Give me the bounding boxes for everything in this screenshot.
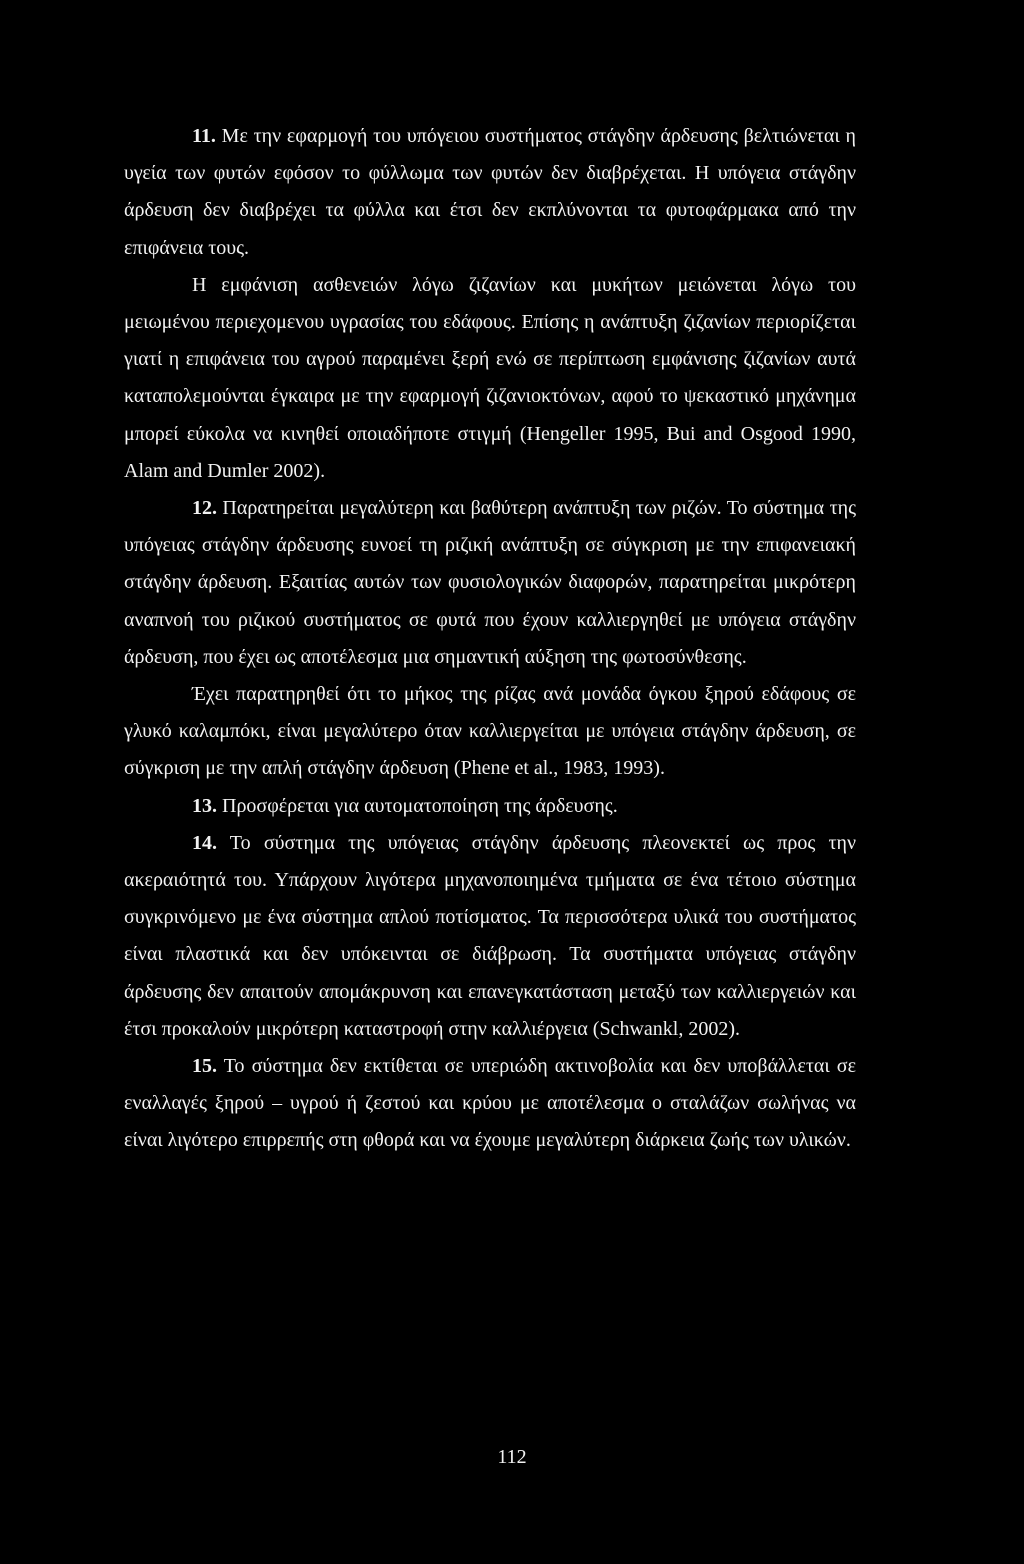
page-number: 112 bbox=[497, 1446, 527, 1468]
paragraph-text: Το σύστημα δεν εκτίθεται σε υπεριώδη ακτινοβολία και δεν υποβάλλεται σε εναλλαγές ξηρού – υγρού ή ζεστού και κρύου με αποτέλεσμα ο σταλάζων σωλήνας να είναι λιγότερο επιρρεπής στη φθορά και να έχουμε μεγαλύτερη διάρκεια ζωής των υλικών. bbox=[124, 1055, 856, 1152]
item-number: 12. bbox=[192, 497, 217, 520]
paragraph-text: Προσφέρεται για αυτοματοποίηση της άρδευσης. bbox=[217, 794, 618, 817]
paragraph-text: Το σύστημα της υπόγειας στάγδην άρδευσης πλεονεκτεί ως προς την ακεραιότητά του. Υπάρχουν λιγότερα μηχανοποιημένα τμήματα σε ένα τέτοιο σύστημα συγκρινόμενο με ένα σύστημα απλού ποτίσματος. Τα περισσότερα υλικά του συστήματος είναι πλαστικά και δεν υπόκεινται σε διάβρωση. Τα συστήματα υπόγειας στάγδην άρδευσης δεν απαιτούν απομάκρυνση και επανεγκατάσταση μεταξύ των καλλιεργειών και έτσι προκαλούν μικρότερη καταστροφή στην καλλιέργεια (Schwankl, 2002). bbox=[124, 831, 856, 1040]
paragraph-item-15 bbox=[124, 1048, 856, 1160]
paragraph-item-14 bbox=[124, 825, 856, 1048]
paragraph-text: Η εμφάνιση ασθενειών λόγω ζιζανίων και μυκήτων μειώνεται λόγω του μειωμένου περιεχομενου υγρασίας του εδάφους. Επίσης η ανάπτυξη ζιζανίων περιορίζεται γιατί η επιφάνεια του αγρού παραμένει ξερή ενώ σε περίπτωση εμφάνισης ζιζανίων αυτά καταπολεμούνται έγκαιρα με την εφαρμογή ζιζανιοκτόνων, αφού το ψεκαστικό μηχάνημα μπορεί εύκολα να κινηθεί οποιαδήποτε στιγμή (Hengeller 1995, Bui and Osgood 1990, Alam and Dumler 2002). bbox=[124, 273, 856, 482]
paragraph-item-11-continued bbox=[124, 267, 856, 490]
paragraph-item-12-continued bbox=[124, 676, 856, 788]
item-number: 11. bbox=[192, 125, 216, 147]
document-body bbox=[124, 118, 856, 1160]
item-number: 13. bbox=[192, 794, 217, 817]
paragraph-text: Με την εφαρμογή του υπόγειου συστήματος στάγδην άρδευσης βελτιώνεται η υγεία των φυτών εφόσον το φύλλωμα των φυτών δεν διαβρέχεται. Η υπόγεια στάγδην άρδευση δεν διαβρέχει τα φύλλα και έτσι δεν εκπλύνονται τα φυτοφάρμακα από την επιφάνεια τους. bbox=[124, 125, 856, 259]
item-number: 15. bbox=[192, 1055, 217, 1078]
paragraph-text: Παρατηρείται μεγαλύτερη και βαθύτερη ανάπτυξη των ριζών. Το σύστημα της υπόγειας στάγδην άρδευσης ευνοεί τη ριζική ανάπτυξη σε σύγκριση με την επιφανειακή στάγδην άρδευση. Εξαιτίας αυτών των φυσιολογικών διαφορών, παρατηρείται μικρότερη αναπνοή του ριζικού συστήματος σε φυτά που έχουν καλλιεργηθεί με υπόγεια στάγδην άρδευση, που έχει ως αποτέλεσμα μια σημαντική αύξηση της φωτοσύνθεσης. bbox=[124, 497, 856, 668]
paragraph-text: Έχει παρατηρηθεί ότι το μήκος της ρίζας ανά μονάδα όγκου ξηρού εδάφους σε γλυκό καλαμπόκι, είναι μεγαλύτερο όταν καλλιεργείται με υπόγεια στάγδην άρδευση, σε σύγκριση με την απλή στάγδην άρδευση (Phene et al., 1983, 1993). bbox=[124, 683, 856, 780]
paragraph-item-12 bbox=[124, 490, 856, 676]
paragraph-item-11 bbox=[124, 118, 856, 267]
item-number: 14. bbox=[192, 831, 217, 854]
paragraph-item-13 bbox=[124, 788, 856, 825]
